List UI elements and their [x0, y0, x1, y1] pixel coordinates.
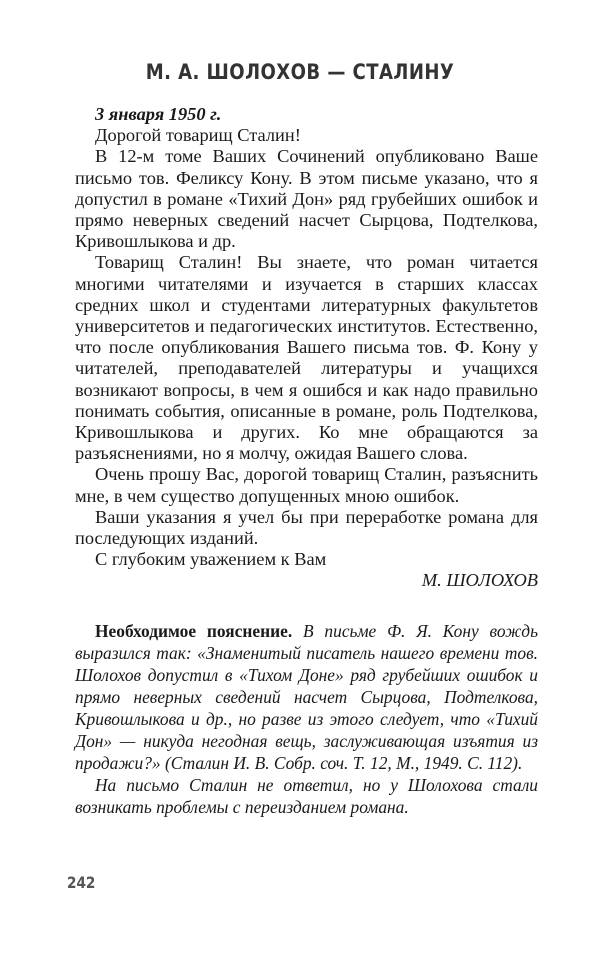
note-text: В письме Ф. Я. Кону вождь выразился так: «Знаменитый писатель нашего времени тов. Шолохов допустил в «Тихом Доне» ряд грубейших ошибок и прямо неверных сведений насчет Сырцова, Подтелкова, Кривошлыкова и др., но разве из этого следует, что «Тихий Дон» — никуда негодная вещь, заслуживающая изъятия из продажи?» (Сталин И. В. Собр. соч. Т. 12, М., 1949. С. 112).	[75, 621, 538, 773]
page-title: М. А. ШОЛОХОВ — СТАЛИНУ	[145, 60, 455, 84]
letter-signature: М. ШОЛОХОВ	[421, 570, 538, 591]
letter-paragraph: Ваши указания я учел бы при переработке романа для последующих изданий.	[75, 506, 538, 549]
letter-closing: С глубоким уважением к Вам	[95, 549, 327, 570]
note-paragraph	[75, 620, 538, 774]
letter-body	[75, 104, 538, 592]
note-lead: Необходимое пояснение.	[95, 621, 293, 641]
letter-paragraph: Очень прошу Вас, дорогой товарищ Сталин, разъяснить мне, в чем существо допущенных мною ошибок.	[75, 464, 538, 506]
letter-date: 3 января 1950 г.	[95, 104, 222, 124]
note-paragraph-2: На письмо Сталин не ответил, но у Шолохова стали возникать проблемы с переизданием романа.	[75, 775, 538, 817]
letter-paragraph: Товарищ Сталин! Вы знаете, что роман читается многими читателями и изучается в старших классах средних школ и студентами литературных факультетов университетов и педагогических институтов. Естественно, что после опубликования Вашего письма тов. Ф. Кону у читателей, преподавателей литературы и учащихся возникают вопросы, в чем я ошибся и как надо правильно понимать события, описанные в романе, роль Подтелкова, Кривошлыкова и других. Ко мне обращаются за разъяснениями, но я молчу, ожидая Вашего слова.	[75, 252, 538, 464]
letter-paragraph: В 12-м томе Ваших Сочинений опубликовано Ваше письмо тов. Феликсу Кону. В этом письме указано, что я допустил в романе «Тихий Дон» ряд грубейших ошибок и прямо неверных сведений насчет Сырцова, Подтелкова, Кривошлыкова и др.	[75, 146, 538, 252]
explanatory-note	[75, 620, 538, 818]
page-number: 242	[67, 873, 96, 892]
letter-greeting: Дорогой товарищ Сталин!	[95, 125, 301, 146]
